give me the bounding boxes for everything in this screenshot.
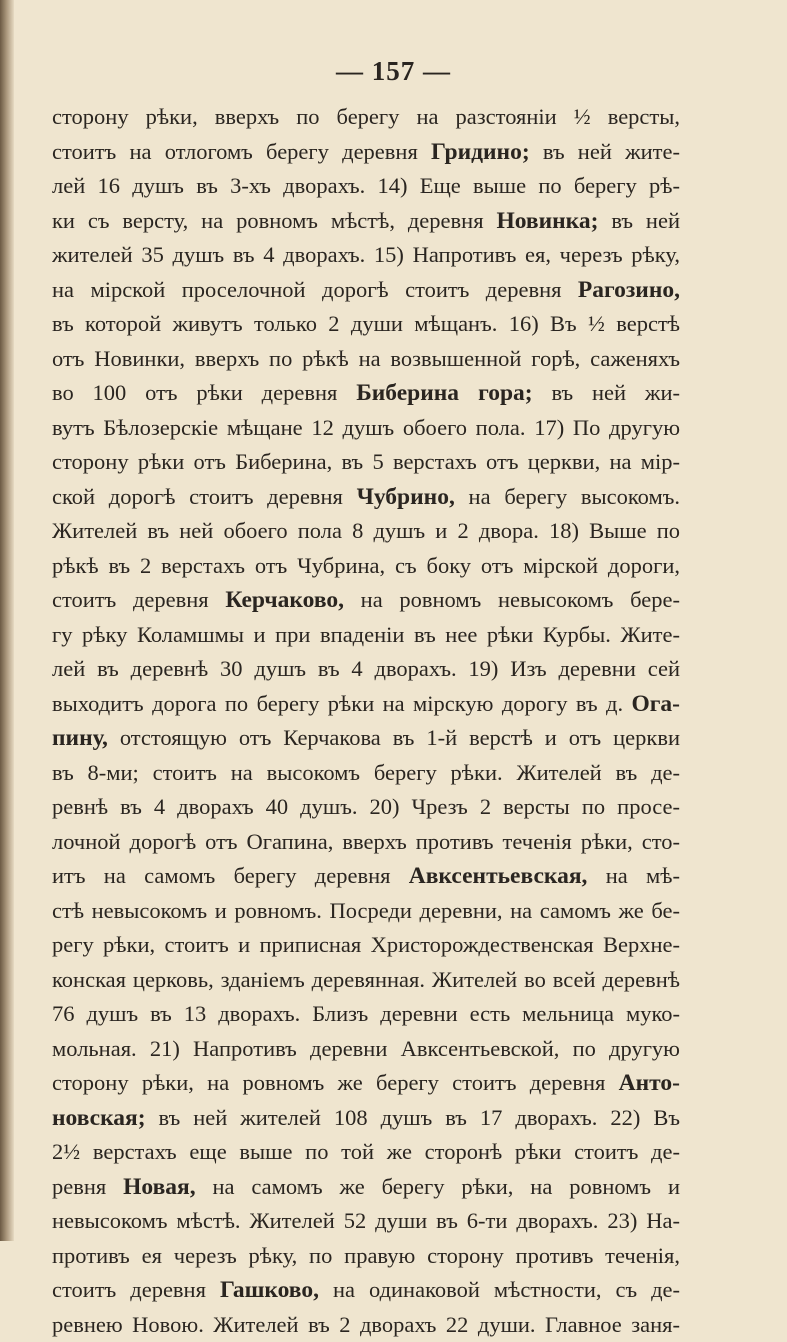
- village-name: Гашково,: [220, 1277, 319, 1303]
- village-name: Новая,: [123, 1174, 195, 1200]
- text-line: [52, 1066, 680, 1101]
- text-line: [52, 1308, 680, 1342]
- text-segment: ревня: [52, 1174, 123, 1199]
- text-line: [52, 204, 680, 239]
- text-segment: сторону рѣки, вверхъ по берегу на разстояніи ½ версты,: [52, 104, 680, 129]
- text-segment: ревнѣ въ 4 дворахъ 40 душъ. 20) Чрезъ 2 версты по просе-: [52, 794, 680, 819]
- text-line: [52, 997, 680, 1032]
- text-segment: гу рѣку Коламшмы и при впаденіи въ нее рѣки Курбы. Жите-: [52, 622, 680, 647]
- text-segment: на одинаковой мѣстности, съ де-: [319, 1277, 680, 1302]
- text-line: [52, 273, 680, 308]
- text-segment: въ ней жи-: [533, 380, 680, 405]
- text-line: [52, 687, 680, 722]
- text-line: [52, 1204, 680, 1239]
- text-segment: конская церковь, зданіемъ деревянная. Жителей во всей деревнѣ: [52, 967, 680, 992]
- village-name: Биберина гора;: [356, 380, 532, 406]
- text-segment: 76 душъ въ 13 дворахъ. Близъ деревни есть мельница муко-: [52, 1001, 680, 1026]
- text-segment: стоитъ деревня: [52, 1277, 220, 1302]
- text-segment: Жителей въ ней обоего пола 8 душъ и 2 двора. 18) Выше по: [52, 518, 680, 543]
- text-line: [52, 583, 680, 618]
- text-line: [52, 238, 680, 273]
- village-name: Рагозино,: [578, 277, 680, 303]
- village-name: Новинка;: [496, 208, 598, 234]
- text-segment: мольная. 21) Напротивъ деревни Авксентьевской, по другую: [52, 1036, 680, 1061]
- page-binding-edge: [0, 0, 14, 1241]
- village-name: Авксентьевская,: [409, 863, 588, 889]
- text-line: [52, 1273, 680, 1308]
- text-line: [52, 1170, 680, 1205]
- text-line: [52, 721, 680, 756]
- text-line: [52, 411, 680, 446]
- text-segment: сторону рѣки, на ровномъ же берегу стоитъ деревня: [52, 1070, 619, 1095]
- text-segment: на ровномъ невысокомъ бере-: [344, 587, 680, 612]
- text-line: [52, 376, 680, 411]
- text-segment: невысокомъ мѣстѣ. Жителей 52 души въ 6-ти дворахъ. 23) На-: [52, 1208, 680, 1233]
- text-segment: въ ней жителей 108 душъ въ 17 дворахъ. 22) Въ: [146, 1105, 680, 1130]
- text-segment: на мірской проселочной дорогѣ стоитъ деревня: [52, 277, 578, 302]
- text-line: [52, 928, 680, 963]
- village-name: новская;: [52, 1105, 146, 1131]
- text-segment: регу рѣки, стоитъ и приписная Христорождественская Верхне-: [52, 932, 680, 957]
- page-number: — 157 —: [0, 56, 787, 87]
- text-line: [52, 1135, 680, 1170]
- text-segment: противъ ея черезъ рѣку, по правую сторону противъ теченія,: [52, 1243, 680, 1268]
- text-line: [52, 652, 680, 687]
- text-segment: лей въ деревнѣ 30 душъ въ 4 дворахъ. 19) Изъ деревни сей: [52, 656, 680, 681]
- text-line: [52, 894, 680, 929]
- text-segment: рѣкѣ въ 2 верстахъ отъ Чубрина, съ боку отъ мірской дороги,: [52, 553, 680, 578]
- village-name: Анто-: [619, 1070, 680, 1096]
- text-segment: вутъ Бѣлозерскіе мѣщане 12 душъ обоего пола. 17) По другую: [52, 415, 680, 440]
- text-line: [52, 445, 680, 480]
- text-line: [52, 342, 680, 377]
- text-line: [52, 618, 680, 653]
- text-body: [52, 100, 680, 1342]
- text-segment: отстоящую отъ Керчакова въ 1-й верстѣ и отъ церкви: [108, 725, 680, 750]
- text-segment: лей 16 душъ въ 3-хъ дворахъ. 14) Еще выше по берегу рѣ-: [52, 173, 680, 198]
- text-segment: ревнею Новою. Жителей въ 2 дворахъ 22 души. Главное заня-: [52, 1312, 680, 1337]
- village-name: пину,: [52, 725, 108, 751]
- text-segment: въ которой живутъ только 2 души мѣщанъ. 16) Въ ½ верстѣ: [52, 311, 680, 336]
- text-line: [52, 169, 680, 204]
- text-segment: выходитъ дорога по берегу рѣки на мірскую дорогу въ д.: [52, 691, 631, 716]
- text-segment: на мѣ-: [587, 863, 680, 888]
- village-name: Ога-: [631, 691, 680, 717]
- text-line: [52, 480, 680, 515]
- text-segment: ки съ версту, на ровномъ мѣстѣ, деревня: [52, 208, 496, 233]
- text-line: [52, 100, 680, 135]
- text-line: [52, 307, 680, 342]
- text-segment: сторону рѣки отъ Биберина, въ 5 верстахъ отъ церкви, на мір-: [52, 449, 680, 474]
- text-line: [52, 549, 680, 584]
- text-segment: во 100 отъ рѣки деревня: [52, 380, 356, 405]
- text-line: [52, 963, 680, 998]
- text-line: [52, 1239, 680, 1274]
- text-segment: стѣ невысокомъ и ровномъ. Посреди деревни, на самомъ же бе-: [52, 898, 680, 923]
- text-line: [52, 514, 680, 549]
- text-segment: въ 8-ми; стоитъ на высокомъ берегу рѣки. Жителей въ де-: [52, 760, 680, 785]
- text-segment: 2½ верстахъ еще выше по той же сторонѣ рѣки стоитъ де-: [52, 1139, 680, 1164]
- text-segment: стоитъ на отлогомъ берегу деревня: [52, 139, 431, 164]
- village-name: Керчаково,: [225, 587, 344, 613]
- text-segment: жителей 35 душъ въ 4 дворахъ. 15) Напротивъ ея, черезъ рѣку,: [52, 242, 680, 267]
- text-segment: отъ Новинки, вверхъ по рѣкѣ на возвышенной горѣ, саженяхъ: [52, 346, 680, 371]
- village-name: Чубрино,: [357, 484, 455, 510]
- text-line: [52, 135, 680, 170]
- text-segment: на берегу высокомъ.: [455, 484, 680, 509]
- text-segment: итъ на самомъ берегу деревня: [52, 863, 409, 888]
- text-line: [52, 756, 680, 791]
- text-line: [52, 790, 680, 825]
- text-segment: ской дорогѣ стоитъ деревня: [52, 484, 357, 509]
- village-name: Гридино;: [431, 139, 530, 165]
- text-segment: въ ней жите-: [530, 139, 680, 164]
- text-segment: лочной дорогѣ отъ Огапина, вверхъ противъ теченія рѣки, сто-: [52, 829, 680, 854]
- text-line: [52, 1101, 680, 1136]
- text-segment: стоитъ деревня: [52, 587, 225, 612]
- text-line: [52, 825, 680, 860]
- text-line: [52, 859, 680, 894]
- text-segment: въ ней: [598, 208, 680, 233]
- text-segment: на самомъ же берегу рѣки, на ровномъ и: [196, 1174, 680, 1199]
- text-line: [52, 1032, 680, 1067]
